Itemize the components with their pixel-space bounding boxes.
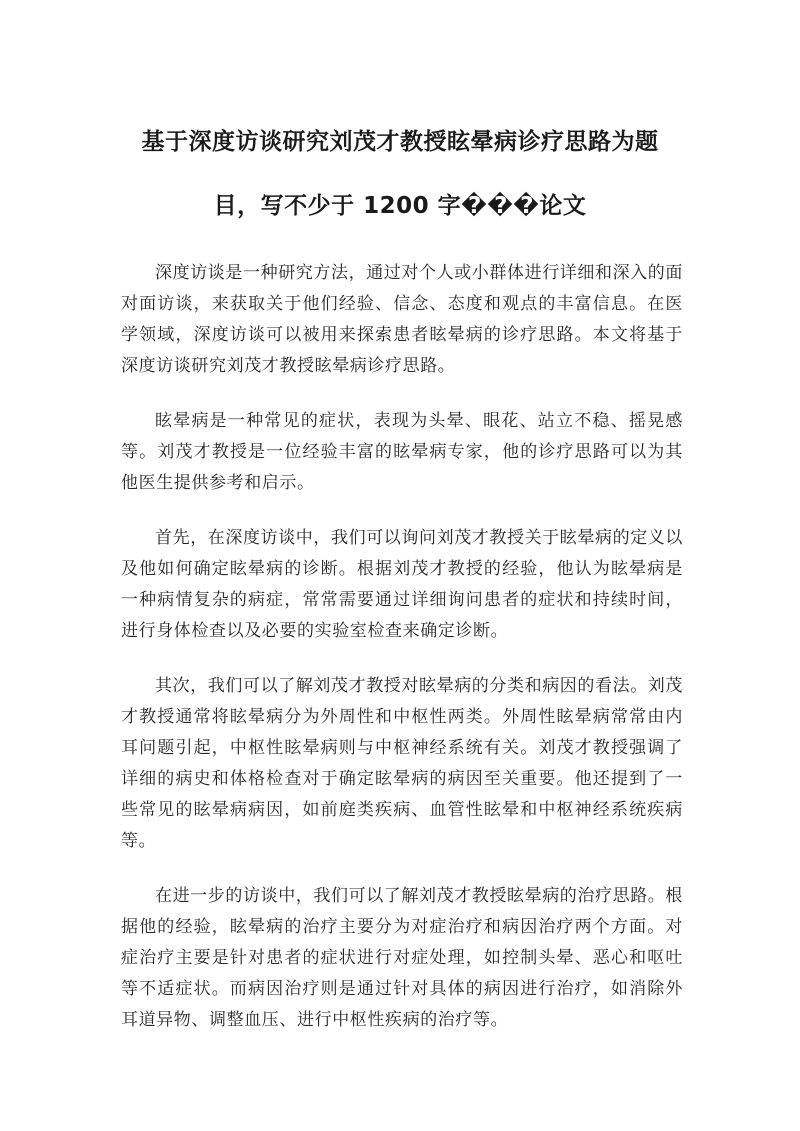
paragraph-4: 其次，我们可以了解刘茂才教授对眩晕病的分类和病因的看法。刘茂才教授通常将眩晕病分为外周性和中枢性两类。外周性眩晕病常常由内耳问题引起，中枢性眩晕病则与中枢神经系统有关。刘茂才教授强调了详细的病史和体格检查对于确定眩晕病的病因至关重要。他还提到了一些常见的眩晕病病因，如前庭类疾病、血管性眩晕和中枢神经系统疾病等。 (121, 676, 683, 851)
paragraph-3: 首先，在深度访谈中，我们可以询问刘茂才教授关于眩晕病的定义以及他如何确定眩晕病的诊断。根据刘茂才教授的经验，他认为眩晕病是一种病情复杂的病症，常常需要通过详细询问患者的症状和持续时间，进行身体检查以及必要的实验室检查来确定诊断。 (121, 528, 683, 641)
document-title: 基于深度访谈研究刘茂才教授眩晕病诊疗思路为题目，写不少于 1200 字���论文 (141, 129, 659, 219)
paragraph-5: 在进一步的访谈中，我们可以了解刘茂才教授眩晕病的治疗思路。根据他的经验，眩晕病的治疗主要分为对症治疗和病因治疗两个方面。对症治疗主要是针对患者的症状进行对症处理，如控制头晕、恶心和呕吐等不适症状。而病因治疗则是通过针对具体的病因进行治疗，如消除外耳道异物、调整血压、进行中枢性疾病的治疗等。 (121, 886, 683, 1030)
document-body (121, 258, 683, 1060)
paragraph-2: 眩晕病是一种常见的症状，表现为头晕、眼花、站立不稳、摇晃感等。刘茂才教授是一位经验丰富的眩晕病专家，他的诊疗思路可以为其他医生提供参考和启示。 (121, 411, 683, 493)
paragraph-1: 深度访谈是一种研究方法，通过对个人或小群体进行详细和深入的面对面访谈，来获取关于他们经验、信念、态度和观点的丰富信息。在医学领域，深度访谈可以被用来探索患者眩晕病的诊疗思路。本文将基于深度访谈研究刘茂才教授眩晕病诊疗思路。 (121, 263, 683, 376)
